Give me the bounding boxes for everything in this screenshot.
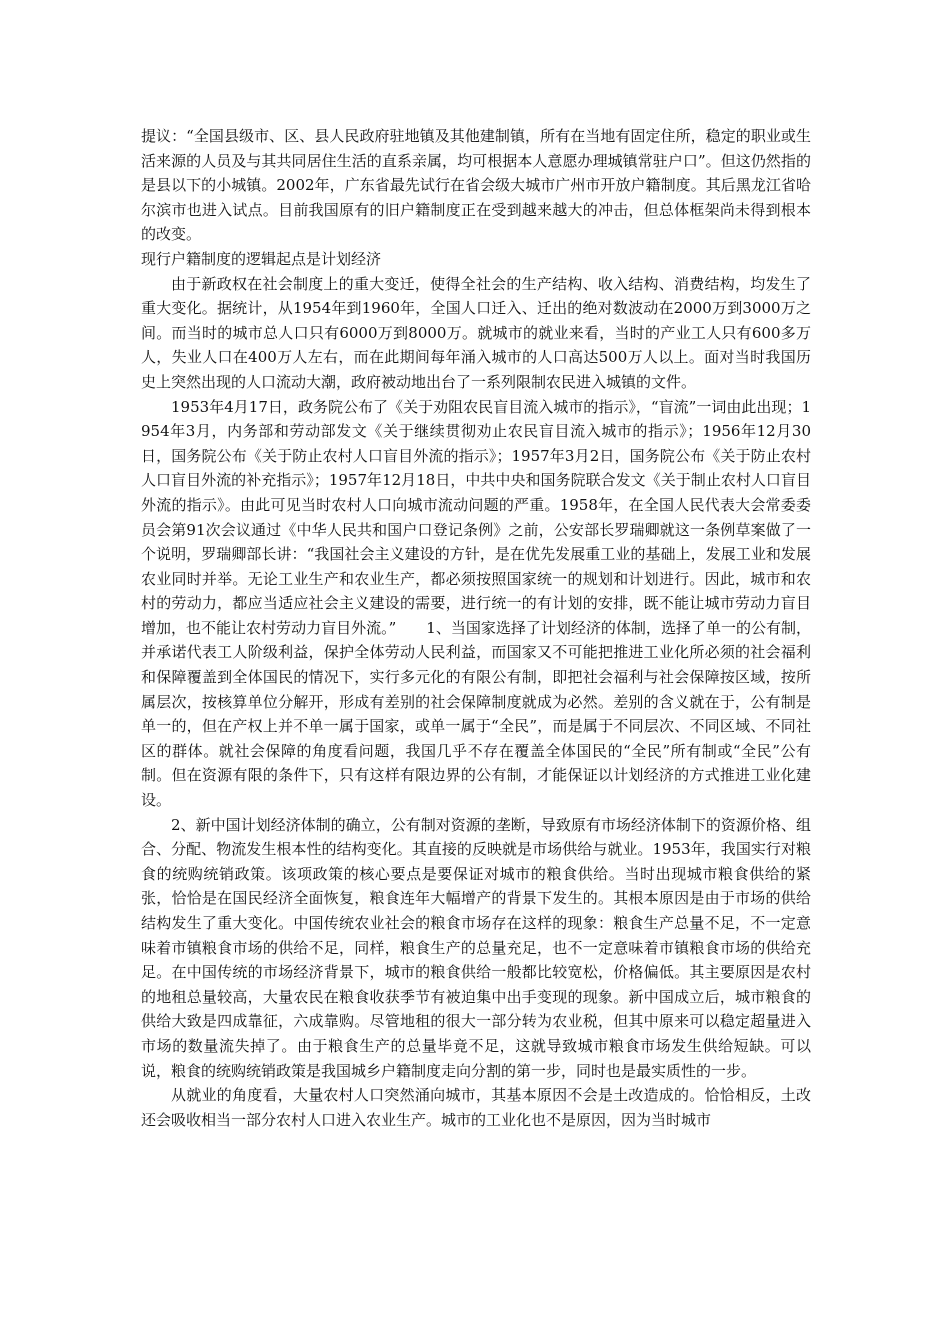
paragraph: 从就业的角度看，大量农村人口突然涌向城市，其基本原因不会是土改造成的。恰恰相反，土改还会吸收相当一部分农村人口进入农业生产。城市的工业化也不是原因，因为当时城市: [141, 1086, 811, 1129]
document-body: [141, 124, 811, 1132]
paragraph: 1953年4月17日，政务院公布了《关于劝阻农民盲目流入城市的指示》，“盲流”一词由此出现；1954年3月，内务部和劳动部发文《关于继续贯彻劝止农民盲目流入城市的指示》；1956年12月30日，国务院公布《关于防止农村人口盲目外流的指示》；1957年3月2日，国务院公布《关于防止农村人口盲目外流的补充指示》；1957年12月18日，中共中央和国务院联合发文《关于制止农村人口盲目外流的指示》。由此可见当时农村人口向城市流动问题的严重。1958年，在全国人民代表大会常委委员会第91次会议通过《中华人民共和国户口登记条例》之前，公安部长罗瑞卿就这一条例草案做了一个说明，罗瑞卿部长讲：“我国社会主义建设的方针，是在优先发展重工业的基础上，发展工业和发展农业同时并举。无论工业生产和农业生产，都必须按照国家统一的规划和计划进行。因此，城市和农村的劳动力，都应当适应社会主义建设的需要，进行统一的有计划的安排，既不能让城市劳动力盲目增加，也不能让农村劳动力盲目外流。” 1、当国家选择了计划经济的体制，选择了单一的公有制，并承诺代表工人阶级利益，保护全体劳动人民利益，而国家又不可能把推进工业化所必须的社会福利和保障覆盖到全体国民的情况下，实行多元化的有限公有制，即把社会福利与社会保障按区域，按所属层次，按核算单位分解开，形成有差别的社会保障制度就成为必然。差别的含义就在于，公有制是单一的，但在产权上并不单一属于国家，或单一属于“全民”，而是属于不同层次、不同区域、不同社区的群体。就社会保障的角度看问题，我国几乎不存在覆盖全体国民的“全民”所有制或“全民”公有制。但在资源有限的条件下，只有这样有限边界的公有制，才能保证以计划经济的方式推进工业化建设。: [141, 397, 811, 810]
paragraph: 由于新政权在社会制度上的重大变迁，使得全社会的生产结构、收入结构、消费结构，均发生了重大变化。据统计，从1954年到1960年，全国人口迁入、迁出的绝对数波动在2000万到3000万之间。而当时的城市总人口只有6000万到8000万。就城市的就业来看，当时的产业工人只有600多万人，失业人口在400万人左右，而在此期间每年涌入城市的人口高达500万人以上。面对当时我国历史上突然出现的人口流动大潮，政府被动地出台了一系列限制农民进入城镇的文件。: [141, 274, 811, 391]
paragraph-continued: 提议：“全国县级市、区、县人民政府驻地镇及其他建制镇，所有在当地有固定住所，稳定的职业或生活来源的人员及与其共同居住生活的直系亲属，均可根据本人意愿办理城镇常驻户口”。但这仍然指的是县以下的小城镇。2002年，广东省最先试行在省会级大城市广州市开放户籍制度。其后黑龙江省哈尔滨市也进入试点。目前我国原有的旧户籍制度正在受到越来越大的冲击，但总体框架尚未得到根本的改变。: [141, 127, 811, 244]
paragraph: 2、新中国计划经济体制的确立，公有制对资源的垄断，导致原有市场经济体制下的资源价格、组合、分配、物流发生根本性的结构变化。其直接的反映就是市场供给与就业。1953年，我国实行对粮食的统购统销政策。该项政策的核心要点是要保证对城市的粮食供给。当时出现城市粮食供给的紧张，恰恰是在国民经济全面恢复，粮食连年大幅增产的背景下发生的。其根本原因是由于市场的供给结构发生了重大变化。中国传统农业社会的粮食市场存在这样的现象：粮食生产总量不足，不一定意味着市镇粮食市场的供给不足，同样，粮食生产的总量充足，也不一定意味着市镇粮食市场的供给充足。在中国传统的市场经济背景下，城市的粮食供给一般都比较宽松，价格偏低。其主要原因是农村的地租总量较高，大量农民在粮食收获季节有被迫集中出手变现的现象。新中国成立后，城市粮食的供给大致是四成靠征，六成靠购。尽管地租的很大一部分转为农业税，但其中原来可以稳定超量进入市场的数量流失掉了。由于粮食生产的总量毕竟不足，这就导致城市粮食市场发生供给短缺。可以说，粮食的统购统销政策是我国城乡户籍制度走向分割的第一步，同时也是最实质性的一步。: [141, 815, 811, 1080]
section-heading: 现行户籍制度的逻辑起点是计划经济: [141, 249, 382, 268]
